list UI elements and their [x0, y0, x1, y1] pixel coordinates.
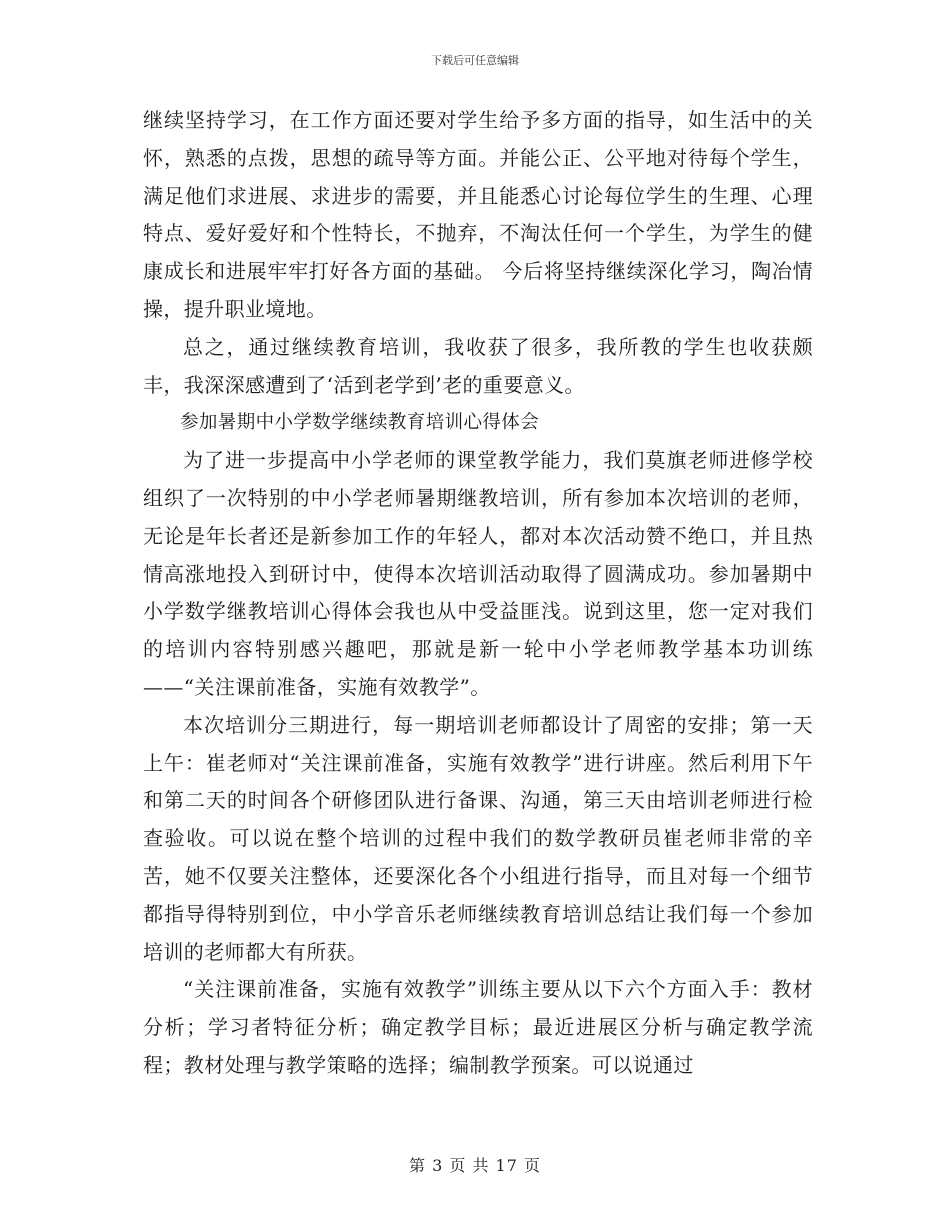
- section-title: 参加暑期中小学数学继续教育培训心得体会: [180, 412, 540, 434]
- document-body: [143, 102, 813, 1085]
- paragraph-training-aspects: “关注课前准备，实施有效教学”训练主要从以下六个方面入手：教材分析；学习者特征分析；确定教学目标；最近进展区分析与确定教学流程；教材处理与教学策略的选择；编制教学预案。可以说通过: [143, 977, 813, 1077]
- paragraph-continued: 继续坚持学习，在工作方面还要对学生给予多方面的指导，如生活中的关怀，熟悉的点拨，思想的疏导等方面。并能公正、公平地对待每个学生，满足他们求进展、求进步的需要，并且能悉心讨论每位学生的生理、心理特点、爱好爱好和个性特长，不抛弃，不淘汰任何一个学生，为学生的健康成长和进展牢牢打好各方面的基础。 今后将坚持继续深化学习，陶冶情操，提升职业境地。: [143, 108, 813, 321]
- paragraph-intro: 为了进一步提高中小学老师的课堂教学能力，我们莫旗老师进修学校组织了一次特别的中小学老师暑期继教培训，所有参加本次培训的老师，无论是年长者还是新参加工作的年轻人，都对本次活动赞不绝口，并且热情高涨地投入到研讨中，使得本次培训活动取得了圆满成功。参加暑期中小学数学继教培训心得体会我也从中受益匪浅。说到这里，您一定对我们的培训内容特别感兴趣吧，那就是新一轮中小学老师教学基本功训练——“关注课前准备，实施有效教学”。: [143, 448, 813, 699]
- page-header: 下载后可任意编辑: [431, 54, 519, 67]
- paragraph-summary: 总之，通过继续教育培训，我收获了很多，我所教的学生也收获颇丰，我深深感遭到了‘活到老学到’老的重要意义。: [143, 334, 813, 397]
- page-number: 第 3 页 共 17 页: [409, 1156, 541, 1175]
- paragraph-schedule: 本次培训分三期进行，每一期培训老师都设计了周密的安排；第一天上午：崔老师对“关注课前准备，实施有效教学”进行讲座。然后利用下午和第二天的时间各个研修团队进行备课、沟通，第三天由培训老师进行检查验收。可以说在整个培训的过程中我们的数学教研员崔老师非常的辛苦，她不仅要关注整体，还要深化各个小组进行指导，而且对每一个细节都指导得特别到位，中小学音乐老师继续教育培训总结让我们每一个参加培训的老师都大有所获。: [143, 712, 813, 964]
